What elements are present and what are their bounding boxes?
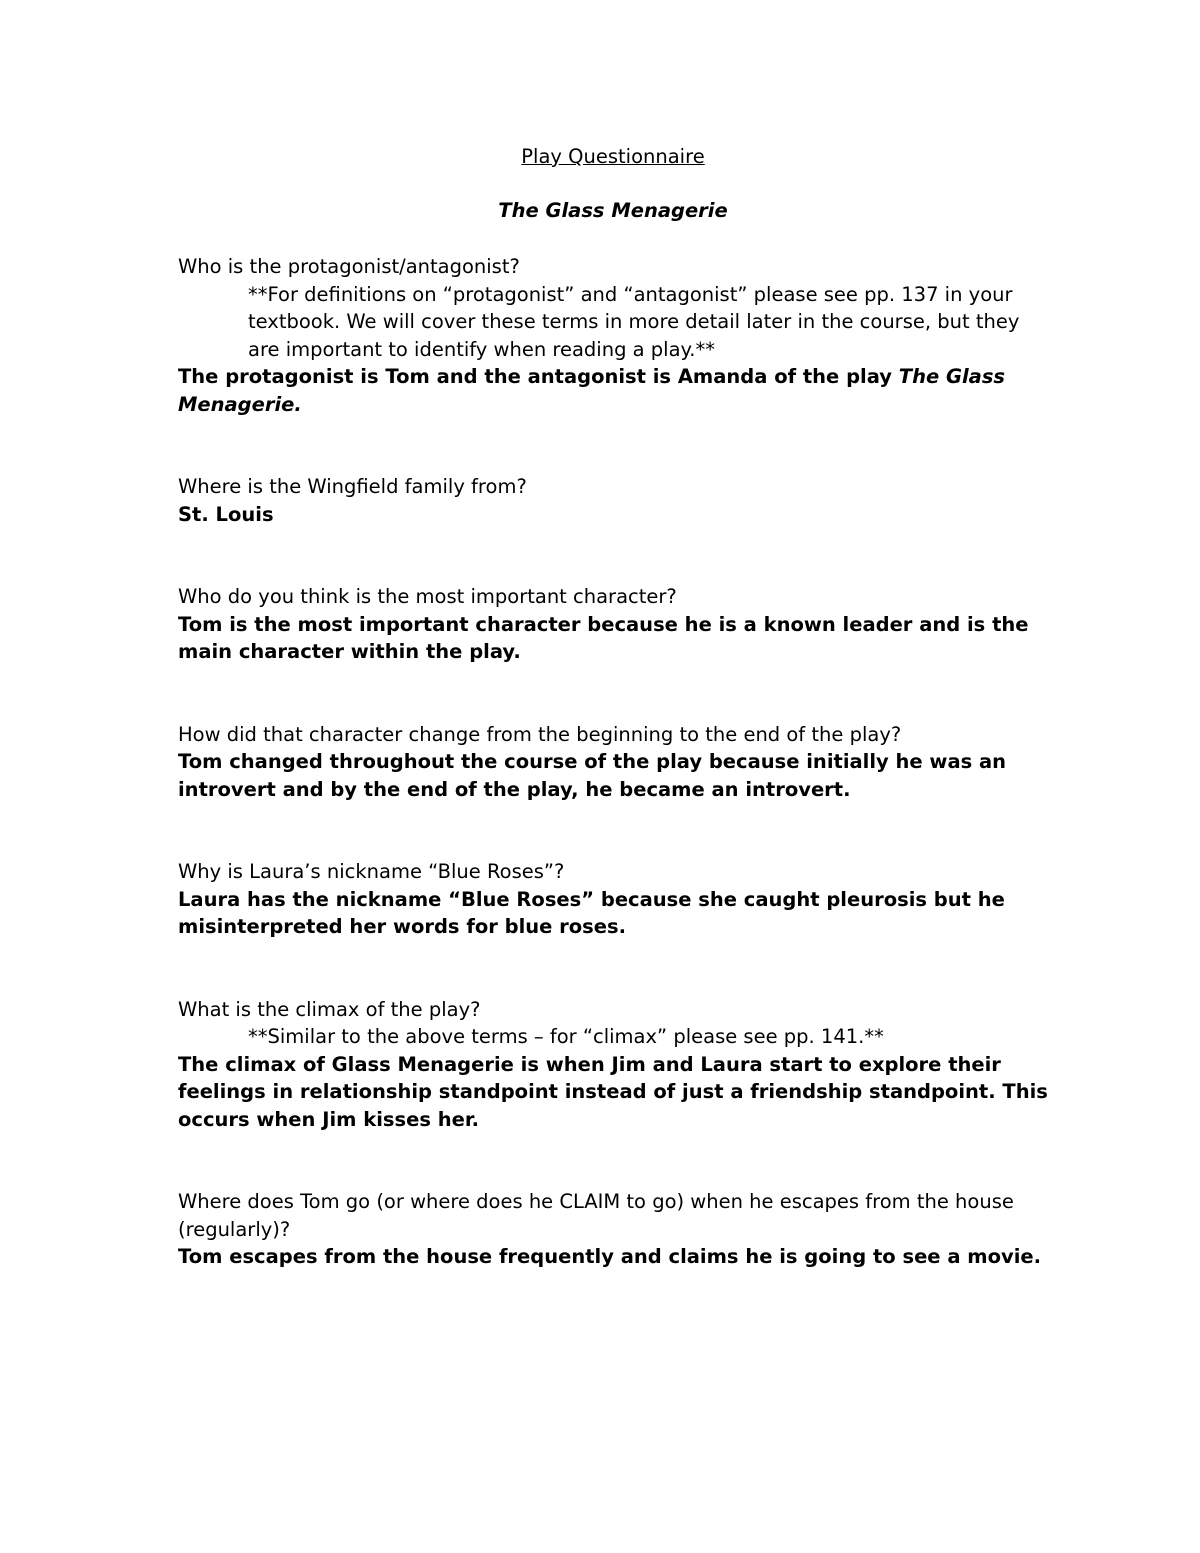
- qa-block-important-character: [178, 583, 1048, 666]
- qa-block-blue-roses: [178, 858, 1048, 941]
- question-text: Where does Tom go (or where does he CLAIM to go) when he escapes from the house (regularly)?: [178, 1190, 1014, 1241]
- answer-text: Tom changed throughout the course of the play because initially he was an introvert and by the end of the play, he became an introvert.: [178, 750, 1007, 801]
- play-title: The Glass Menagerie: [498, 198, 728, 222]
- document-title: Play Questionnaire: [521, 145, 705, 168]
- question-note: **Similar to the above terms – for “climax” please see pp. 141.**: [248, 1025, 884, 1048]
- question-text: Who is the protagonist/antagonist?: [178, 255, 520, 278]
- question-text: How did that character change from the beginning to the end of the play?: [178, 722, 902, 746]
- question-text: Where is the Wingfield family from?: [178, 475, 527, 498]
- answer-text: Laura has the nickname “Blue Roses” because she caught pleurosis but he misinterpreted her words for blue roses.: [178, 887, 1005, 938]
- answer-text: St. Louis: [178, 502, 274, 526]
- answer-text: Tom escapes from the house frequently and claims he is going to see a movie.: [178, 1245, 1042, 1268]
- answer-text-italic: The Glass Menagerie.: [178, 365, 1006, 416]
- qa-block-climax: [178, 996, 1048, 1134]
- qa-block-family-origin: [178, 473, 1048, 528]
- question-text: What is the climax of the play?: [178, 997, 481, 1021]
- answer-text: Tom is the most important character because he is a known leader and is the main character within the play.: [178, 612, 1029, 663]
- question-text: Who do you think is the most important character?: [178, 585, 677, 608]
- qa-block-character-change: [178, 721, 1048, 804]
- answer-text: [178, 363, 1048, 418]
- answer-text-part: The protagonist is Tom and the antagonist is Amanda of the play: [178, 365, 899, 388]
- document-body: [178, 143, 1048, 1271]
- answer-text: The climax of Glass Menagerie is when Jim and Laura start to explore their feelings in relationship standpoint instead of just a friendship standpoint. This occurs when Jim kisses her.: [178, 1052, 1048, 1131]
- qa-block-tom-escape: [178, 1188, 1048, 1271]
- question-text: Why is Laura’s nickname “Blue Roses”?: [178, 860, 565, 883]
- qa-block-protagonist: [178, 253, 1048, 418]
- question-note: **For definitions on “protagonist” and “antagonist” please see pp. 137 in your textbook. We will cover these terms in more detail later in the course, but they are important to identify when reading a play.**: [248, 282, 1020, 361]
